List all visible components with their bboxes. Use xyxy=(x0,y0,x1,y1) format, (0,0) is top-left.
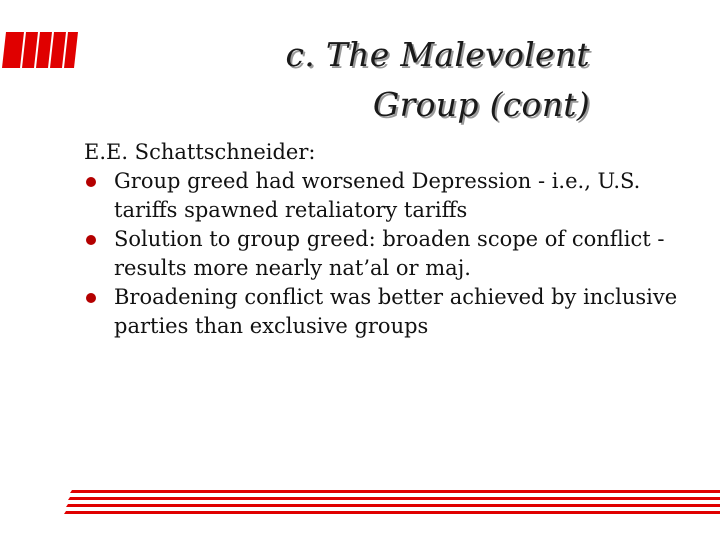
bullet-item xyxy=(84,167,684,225)
bullet-item xyxy=(84,225,684,283)
title-line-1: c. The Malevolent xyxy=(285,35,590,74)
bullet-dot-icon xyxy=(86,177,96,187)
bullet-list xyxy=(84,167,684,341)
slide-title xyxy=(285,30,590,130)
intro-text: E.E. Schattschneider: xyxy=(84,140,316,164)
bullet-text: Solution to group greed: broaden scope of conflict - results more nearly nat’al or maj. xyxy=(114,227,665,280)
footer-rules-icon xyxy=(60,490,720,520)
bullet-dot-icon xyxy=(86,293,96,303)
bullet-dot-icon xyxy=(86,235,96,245)
bullet-text: Group greed had worsened Depression - i.e., U.S. tariffs spawned retaliatory tariffs xyxy=(114,169,641,222)
title-line-2: Group (cont) xyxy=(372,85,590,124)
bullet-text: Broadening conflict was better achieved by inclusive parties than exclusive groups xyxy=(114,285,678,338)
red-bars-logo-icon xyxy=(0,30,80,70)
bullet-item xyxy=(84,283,684,341)
slide-body xyxy=(84,138,684,341)
